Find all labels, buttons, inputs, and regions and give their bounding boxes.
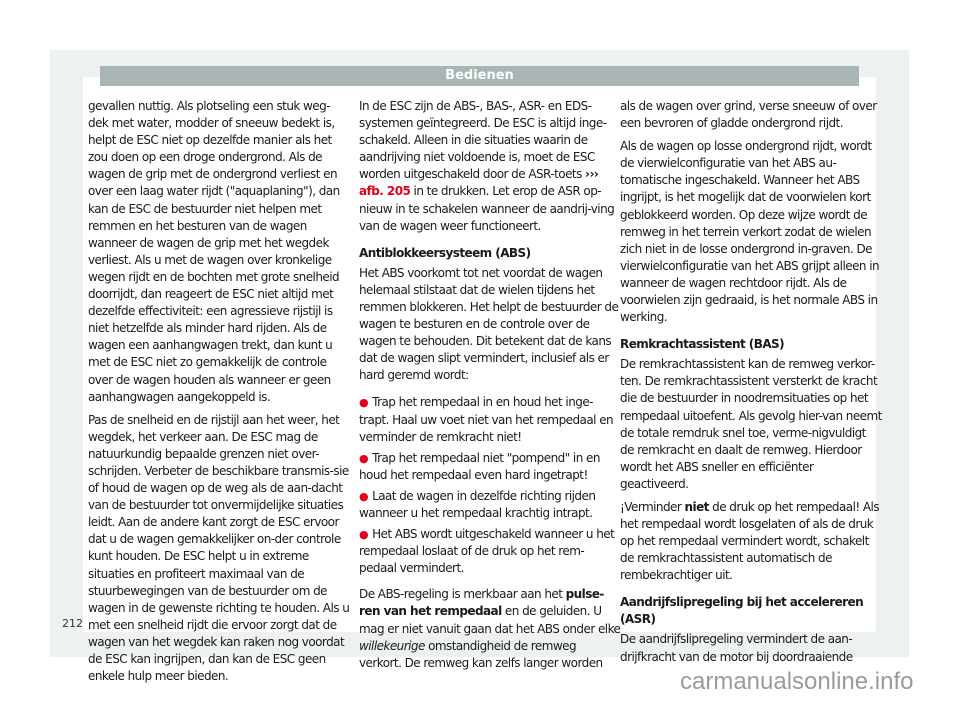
bullet-dot-icon: ●: [359, 489, 369, 503]
bullet-item: [359, 488, 621, 522]
text-column-3: [620, 98, 882, 672]
bullet-text: Trap het rempedaal niet "pompend" in en houd het rempedaal even hard ingetrapt!: [359, 450, 600, 482]
paragraph: De remkrachtassistent kan de remweg verkor-ten. De remkrachtassistent versterkt de kracht die de bestuurder in noodremsituaties op het rempedaal uitoefent. Als gevolg hier-van neemt de totale remdruk snel toe, verme-nigvuldigt de remkracht en daalt de remweg. Hierdoor wordt het ABS sneller en efficiënter geactiveerd.: [620, 357, 882, 491]
bullet-dot-icon: ●: [359, 396, 369, 410]
text-column-2: [359, 98, 621, 678]
bullet-text: Laat de wagen in dezelfde richting rijden wanneer u het rempedaal krachtig intrapt.: [359, 488, 596, 520]
text: omstandigheid de remweg verkort. De remweg kan zelfs langer worden: [359, 638, 603, 670]
bold-text: pulse-ren van het rempedaal: [359, 587, 604, 619]
paragraph: De aandrijfslipregeling vermindert de aan-drijfkracht van de motor bij doordraaiende: [620, 632, 853, 664]
text: ¡Verminder: [620, 499, 685, 514]
paragraph: gevallen nuttig. Als plotseling een stuk weg-dek met water, modder of sneeuw bedekt is, helpt de ESC niet op dezelfde manier als het zou doen op een droge ondergrond. Als de wagen de grip met de ondergrond verliest en over een laag water rijdt ("aquaplaning"), dan kan de ESC de bestuurder niet helpen met remmen en het besturen van de wagen wanneer de wagen de grip met het wegdek verliest. Als u met de wagen over kronkelige wegen rijdt en de bochten met grote snelheid doorrijdt, dan reageert de ESC niet altijd met dezelfde effectiviteit: een agressieve rijstijl is niet hetzelfde als minder hard rijden. Als de wagen een aanhangwagen trekt, dan kunt u met de ESC niet zo gemakkelijk de controle over de wagen houden als wanneer er geen aanhangwagen aangekoppeld is.: [88, 99, 340, 404]
text: en de geluiden. U mag er niet vanuit gaan dat het ABS onder elke: [359, 604, 621, 636]
figure-reference-link[interactable]: afb. 205: [359, 184, 411, 199]
bold-text: niet: [684, 499, 709, 514]
text: In de ESC zijn de ABS-, BAS-, ASR- en EDS-systemen geïntegreerd. De ESC is altijd inge-schakeld. Alleen in die situaties waarin de aandrijving niet voldoende is, moet de ESC worden uitgeschakeld door de ASR-toets: [359, 99, 607, 182]
text: de druk op het rempedaal! Als het rempedaal wordt losgelaten of als de druk op het rempedaal vermindert wordt, schakelt de remkrachtassistent automatisch de rembekrachtiger uit.: [620, 499, 880, 583]
text: in te drukken. Let erop de ASR op-nieuw in te schakelen wanneer de aandrij-ving van de wagen weer functioneert.: [359, 184, 615, 233]
text: De ABS-regeling is merkbaar aan het: [359, 587, 566, 602]
paragraph: Als de wagen op losse ondergrond rijdt, wordt de vierwielconfiguratie van het ABS au-tomatische ingeschakeld. Wanneer het ABS ingrijpt, is het mogelijk dat de voorwielen kort geblokkeerd worden. Op deze wijze wordt de remweg in het terrein verkort zodat de wielen zich niet in de losse ondergrond in-graven. De vierwielconfiguratie van het ABS grijpt alleen in wanneer de wagen rechtdoor rijdt. Als de voorwielen zijn gedraaid, is het normale ABS in werking.: [620, 139, 880, 325]
paragraph: [359, 586, 621, 671]
paragraph: [359, 98, 621, 235]
paragraph: Pas de snelheid en de rijstijl aan het weer, het wegdek, het verkeer aan. De ESC mag de natuurkundig bepaalde grenzen niet over-schrijden. Verbeter de beschikbare transmis-sie of houd de wagen op de weg als de aan-dacht van de bestuurder tot onvermijdelijke situaties leidt. Aan de andere kant zorgt de ESC ervoor dat u de wagen gemakkelijker on-der controle kunt houden. De ESC helpt u in extreme situaties en profiteert maximaal van de stuurbewegingen van de bestuurder om de wagen in de gewenste richting te houden. Als u met een snelheid rijdt die ervoor zorgt dat de wagen van het wegdek kan raken nog voordat de ESC kan ingrijpen, dan kan de ESC geen enkele hulp meer bieden.: [88, 412, 350, 684]
watermark: carmanualsonline.info: [680, 668, 914, 695]
paragraph: als de wagen over grind, verse sneeuw of over een bevroren of gladde ondergrond rijdt.: [620, 99, 877, 131]
heading-bas: Remkrachtassistent (BAS): [620, 337, 785, 352]
bullet-dot-icon: ●: [359, 528, 369, 542]
bullet-item: [359, 526, 621, 577]
heading-abs: Antiblokkeersysteem (ABS): [359, 245, 531, 260]
bullet-text: Het ABS wordt uitgeschakeld wanneer u het rempedaal loslaat of de druk op het rem-pedaal vermindert.: [359, 527, 615, 576]
paragraph: Het ABS voorkomt tot net voordat de wagen helemaal stilstaat dat de wielen tijdens het remmen blokkeren. Het helpt de bestuurder de wagen te besturen en de controle over de wagen te behouden. Dit betekent dat de kans dat de wagen slipt vermindert, inclusief als er hard geremd wordt:: [359, 265, 619, 383]
italic-text: willekeurige: [359, 638, 425, 653]
text-column-1: [88, 98, 350, 691]
paragraph: [620, 499, 882, 584]
cross-reference-arrow-icon: ›››: [585, 167, 599, 182]
bullet-text: Trap het rempedaal in en houd het inge-trapt. Haal uw voet niet van het rempedaal en verminder de remkracht niet!: [359, 395, 614, 444]
bullet-item: [359, 450, 621, 484]
section-header: Bedienen: [100, 66, 859, 86]
bullet-dot-icon: ●: [359, 451, 369, 465]
page-number: 212: [62, 617, 83, 630]
bullet-item: [359, 394, 621, 445]
heading-asr: Aandrijfslipregeling bij het accelereren (ASR): [620, 595, 864, 627]
